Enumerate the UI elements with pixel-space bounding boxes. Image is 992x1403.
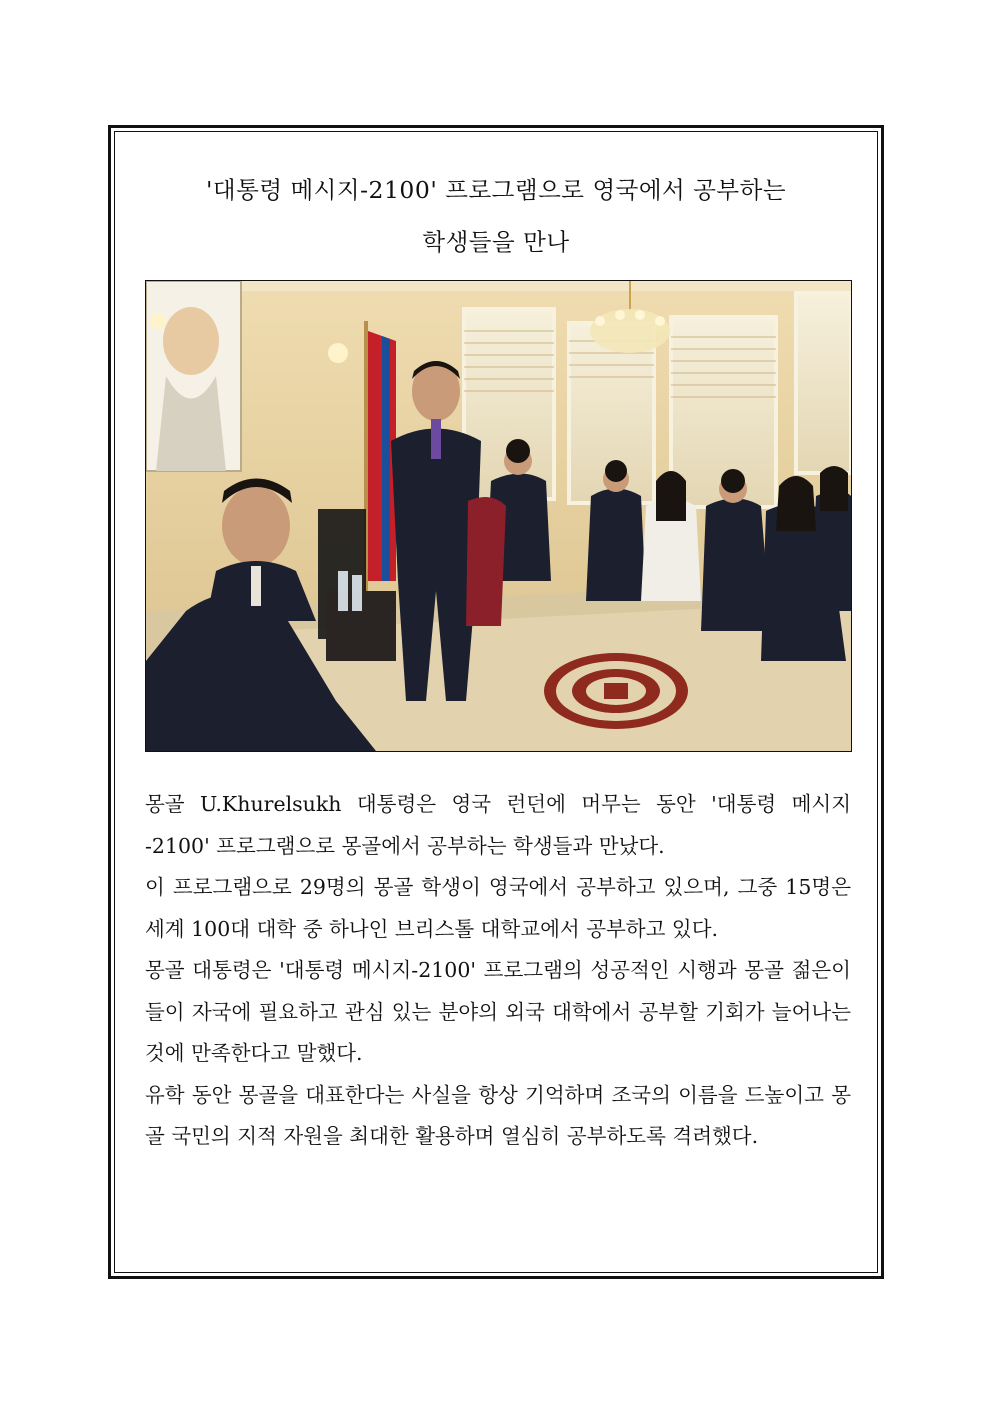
title-line-1: '대통령 메시지-2100' 프로그램으로 영국에서 공부하는: [205, 176, 787, 204]
document-frame-inner: [114, 131, 878, 1273]
document-frame: [108, 125, 884, 1279]
title-line-2: 학생들을 만나: [422, 228, 570, 256]
paragraph-3: 몽골 대통령은 '대통령 메시지-2100' 프로그램의 성공적인 시행과 몽골 젊은이들이 자국에 필요하고 관심 있는 분야의 외국 대학에서 공부할 기회가 늘어나는 것에 만족한다고 말했다.: [145, 958, 851, 1065]
article-title: [115, 164, 877, 268]
event-photo: [145, 280, 852, 752]
paragraph-2: 이 프로그램으로 29명의 몽골 학생이 영국에서 공부하고 있으며, 그중 15명은 세계 100대 대학 중 하나인 브리스톨 대학교에서 공부하고 있다.: [145, 875, 851, 941]
paragraph-4: 유학 동안 몽골을 대표한다는 사실을 항상 기억하며 조국의 이름을 드높이고 몽골 국민의 지적 자원을 최대한 활용하며 열심히 공부하도록 격려했다.: [145, 1082, 851, 1148]
article-body: [145, 784, 851, 1158]
paragraph-1: 몽골 U.Khurelsukh 대통령은 영국 런던에 머무는 동안 '대통령 메시지 -2100' 프로그램으로 몽골에서 공부하는 학생들과 만났다.: [145, 792, 851, 858]
